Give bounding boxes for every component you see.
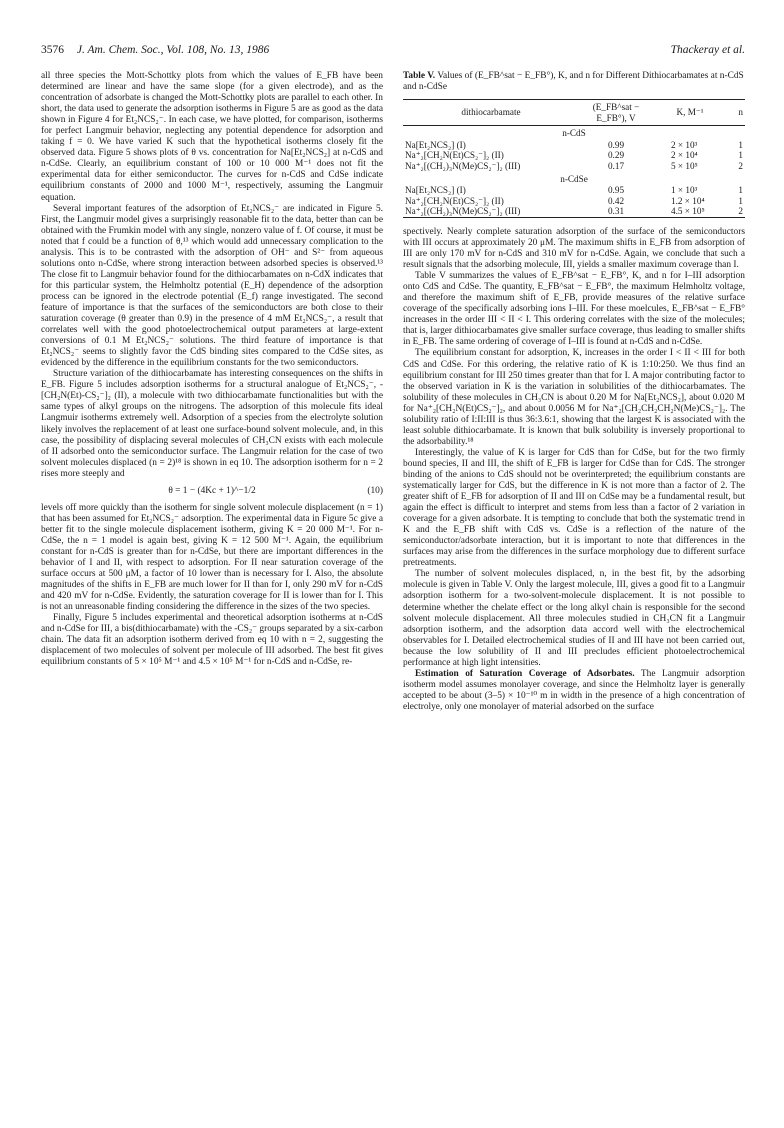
header-efb-shift: (E_FB^sat − E_FB°), V: [592, 102, 640, 123]
paragraph-text: The Langmuir adsorption isotherm model assumes monolayer coverage, and since the Helmholtz layer is generally accepted to be about (3–5) × 10⁻¹⁰ m in width in the presence of a high concentration of electrolye, only one monolayer of material adsorbed on the surface: [403, 668, 745, 712]
header-n: n: [738, 107, 743, 118]
cell-n: 1: [738, 185, 743, 196]
paragraph: Finally, Figure 5 includes experimental and theoretical adsorption isotherms at n-CdS and n-CdSe for III, a bis(dithiocarbamate) with the -CS₂⁻ groups separated by a six-carbon chain. The data fit an adsorption isotherm derived from eq 10 with n = 2, suggesting the displacement of two molecules of solvent per molecule of III adsorbed. The best fit gives equilibrium constants of 5 × 10⁵ M⁻¹ and 4.5 × 10⁵ M⁻¹ for n-CdS and n-CdSe, re-: [41, 613, 383, 668]
cell-n: 2: [738, 206, 743, 217]
table-row: [403, 196, 745, 207]
cell-n: 1: [738, 150, 743, 161]
running-authors: Thackeray et al.: [670, 44, 745, 56]
paragraph: Interestingly, the value of K is larger for CdS than for CdSe, but for the two firmly bound species, II and III, the shift of E_FB is larger for CdSe than for CdS. The stronger binding of the anions to CdS should not be overinterpreted; the equilibrium constants are systematically larger for CdS, but the difference in K is not more than a factor of 2. The greater shift of E_FB for adsorption of II and III on CdSe may be a fundamental result, but again the effect is difficult to interpret and stems from less than a factor of 2 variation in coverage for a given adsorbate. It is tempting to conclude that both the systematic trend in K and the E_FB shift with CdS vs. CdSe is a reflection of the nature of the semiconductor/adsorbate interaction, but it is important to note that differences in the surfaces may arise from the differences in the surface morphology due to different surface pretreatments.: [403, 447, 745, 569]
equation-10: [41, 486, 383, 497]
paragraph: The number of solvent molecules displaced, n, in the best fit, by the adsorbing molecule is given in Table V. Only the largest molecule, III, gives a good fit to a Langmuir adsorption isotherm for a two-solvent-molecule displacement. It is not possible to determine whether the chelate effect or the long alkyl chain is responsible for the second solvent molecule displacement. All three molecules studied in CH₃CN fit a Langmuir adsorption isotherm, and the adsorption data accord well with the electrochemical observables for I. Detailed electrochemical studies of II and III have not been carried out, because the low solubility of II and III precludes efficient photoelectrochemical performance at high light intensities.: [403, 569, 745, 668]
cell-k: 2 × 10³: [671, 139, 698, 150]
cell-efb: 0.31: [607, 206, 625, 217]
table-label: Table V.: [403, 71, 436, 81]
cell-compound: Na⁺₂[(CH₂)₃N(Me)CS₂⁻]₂ (III): [405, 206, 521, 217]
cell-n: 2: [738, 160, 743, 171]
section-label: n-CdS: [562, 128, 586, 139]
table-row: [403, 140, 745, 151]
cell-n: 1: [738, 139, 743, 150]
data-table: [403, 99, 745, 218]
table-row: [403, 185, 745, 196]
equation-text: θ = 1 − (4Kc + 1)^−1/2: [168, 485, 256, 496]
cell-efb: 0.95: [607, 185, 625, 196]
table-row: [403, 161, 745, 172]
journal-citation: J. Am. Chem. Soc., Vol. 108, No. 13, 1986: [76, 44, 270, 56]
running-header: [41, 44, 745, 60]
table-caption: [403, 71, 745, 93]
section-row-ncdse: [403, 172, 745, 186]
cell-compound: Na[Et₂NCS₂] (I): [405, 139, 466, 150]
cell-k: 2 × 10⁴: [671, 150, 698, 161]
paragraph: Structure variation of the dithiocarbamate has interesting consequences on the shifts in E_FB. Figure 5 includes adsorption isotherms for a structural analogue of Et₂NCS₂⁻, -[CH₂N(Et)-CS₂⁻]₂ (II), a molecule with two dithiocarbamate functionalities but with the same types of alkyl groups on the nitrogens. The adsorption of this molecule fits ideal Langmuir isotherms extremely well. Adsorption of a species from the electrolyte solution likely involves the replacement of at least one surface-bound solvent molecule, and, in this case, the possibility of displacing several molecules of CH₃CN exists with each molecule of II adsorbed onto the semiconductor surface. The Langmuir relation for the case of two solvent molecules displaced (n = 2)¹⁸ is shown in eq 10. The adsorption isotherm for n = 2 rises more steeply and: [41, 369, 383, 479]
cell-efb: 0.99: [607, 139, 625, 150]
header-k: K, M⁻¹: [676, 107, 704, 118]
right-column: [403, 71, 745, 713]
header-dithiocarbamate: dithiocarbamate: [461, 107, 521, 118]
equation-number: (10): [367, 485, 383, 496]
cell-k: 4.5 × 10⁵: [671, 206, 705, 217]
paragraph: [403, 669, 745, 713]
paragraph: Table V summarizes the values of E_FB^sat − E_FB°, K, and n for I–III adsorption onto CdS and CdSe. The quantity, E_FB^sat − E_FB°, the maximum Helmholtz voltage, and therefore the maximum shift of E_FB, provide measures of the relative surface coverage of the specifically adsorbing ions I–III. For these moelcules, E_FB^sat − E_FB° increases in the order III < II < I. This ordering correlates with the size of the molecules; that is, larger dithiocarbamates give smaller surface coverage, thus leading to smaller shifts in E_FB. The same ordering of coverage of I–III is found at n-CdS and n-CdSe.: [403, 271, 745, 348]
cell-k: 5 × 10⁵: [671, 160, 698, 171]
cell-efb: 0.42: [607, 195, 625, 206]
section-heading: Estimation of Saturation Coverage of Adsorbates.: [415, 668, 635, 679]
paragraph: Several important features of the adsorption of Et₂NCS₂⁻ are indicated in Figure 5. First, the Langmuir model gives a surprisingly reasonable fit to the data, better than can be obtained with the Frumkin model with any single, nonzero value of f. Of course, it must be noted that f could be a function of θ,¹³ which would add unnecessary complication to the analysis. This is to be contrasted with the adsorption of OH⁻ and S²⁻ from aqueous solutions onto n-CdSe, where strong interaction between adsorbed species is observed.¹³ The close fit to Langmuir behavior found for the dithiocarbamates on n-CdX indicates that for this particular system, the Helmholtz potential (E_H) dependence of the adsorption process can be ignored in the electrode potential (E_f) range investigated. The second feature of importance is that the surfaces of the semiconductors are both close to their saturation coverage (θ greater than 0.9) in the presence of 4 mM Et₂NCS₂⁻, a result that correlates well with the good photoelectrochemical output parameters at large-extent conversions of 0.1 M Et₂NCS₂⁻ solutions. The third feature of importance is that Et₂NCS₂⁻ seems to slightly favor the CdS binding sites compared to the CdSe sites, as evidenced by the difference in the equilibrium constants for the two semiconductors.: [41, 203, 383, 369]
table-v: [403, 71, 745, 218]
section-row-ncds: [403, 126, 745, 140]
table-row: [403, 150, 745, 161]
paragraph: levels off more quickly than the isotherm for single solvent molecule displacement (n = 1) that has been assumed for Et₂NCS₂⁻ adsorption. The experimental data in Figure 5c give a better fit to the single molecule displacement isotherm, giving K = 20 000 M⁻¹. For n-CdSe, the n = 1 model is again best, giving K = 12 500 M⁻¹. Again, the equilibrium constant for n-CdS is greater than for n-CdSe, but there are important differences in the behavior of I and II, with respect to adsorption. For II near saturation coverage of the surface occurs at 500 μM, a factor of 10 lower than is necessary for I. Also, the absolute magnitudes of the shifts in E_FB are much lower for II than for I, only 290 mV for n-CdS and 420 mV for n-CdSe. Evidently, the saturation coverage for II is lower than for I. This is not an unreasonable finding considering the difference in the sizes of the two species.: [41, 502, 383, 613]
cell-compound: Na⁺₂[(CH₂)₃N(Me)CS₂⁻]₂ (III): [405, 160, 521, 171]
cell-efb: 0.17: [607, 160, 625, 171]
cell-compound: Na[Et₂NCS₂] (I): [405, 185, 466, 196]
cell-k: 1 × 10³: [671, 185, 698, 196]
cell-compound: Na⁺₂[CH₂N(Et)CS₂⁻]₂ (II): [405, 150, 504, 161]
paragraph: all three species the Mott-Schottky plots from which the values of E_FB have been determined are linear and have the same slope (for a given electrode), and as the concentration of adsorbate is changed the Mott-Schottky plots are parallel to each other. In short, the data used to generate the adsorption isotherms in Figure 5 are as good as the data shown in Figure 4 for Et₂NCS₂⁻. In each case, we have plotted, for comparison, isotherms for perfect Langmuir behavior, neglecting any potential dependence for adsorption and taking f = 0. We have varied K such that the hypothetical isotherms closely fit the observed data. Figure 5 shows plots of θ vs. concentration for Na[Et₂NCS₂] at n-CdS and n-CdSe. Clearly, an equilibrium constant of 100 or 10 000 M⁻¹ does not fit the experimental data for either semiconductor. The curves for n-CdS and CdSe indicate equilibrium constants of 2000 and 1000 M⁻¹, respectively, assuming the Langmuir equation.: [41, 71, 383, 203]
table-row: [403, 206, 745, 217]
cell-compound: Na⁺₂[CH₂N(Et)CS₂⁻]₂ (II): [405, 195, 504, 206]
table-caption-text: Values of (E_FB^sat − E_FB°), K, and n for Different Dithiocarbamates at n-CdS and n-CdSe: [403, 71, 744, 92]
paragraph: The equilibrium constant for adsorption, K, increases in the order I < II < III for both CdS and CdSe. For this ordering, the relative ratio of K is 1:10:250. We thus find an equilibrium constant for III 250 times greater than that for I. A major contributing factor to the observed variation in K is the variation in solubilities of the dithiocarbamates. The solubility of these molecules in CH₃CN is about 0.20 M for Na[Et₂NCS₂], about 0.020 M for Na⁺₂[CH₂N(Et)CS₂⁻]₂, and about 0.0056 M for Na⁺₂[CH₂CH₂CH₂N(Me)CS₂⁻]₂. The solubility ratio of I:II:III is thus 36:3.6:1, showing that the largest K is associated with the least soluble dithiocarbamate. It is known that bulk solubility is inversely proportional to the adsorbability.¹⁸: [403, 348, 745, 447]
cell-efb: 0.29: [607, 150, 625, 161]
cell-k: 1.2 × 10⁴: [671, 195, 705, 206]
left-column: [41, 71, 383, 668]
cell-n: 1: [738, 195, 743, 206]
section-label: n-CdSe: [560, 173, 588, 184]
table-header-row: [403, 100, 745, 126]
page-number: 3576: [41, 44, 64, 56]
paragraph: spectively. Nearly complete saturation adsorption of the surface of the semiconductors with III occurs at approximately 20 μM. The maximum shifts in E_FB from adsorption of III are only 170 mV for n-CdS and 310 mV for n-CdSe. Again, we conclude that such a result signals that the adsorbing molecule, III, yields a smaller maximum coverage than I.: [403, 226, 745, 271]
